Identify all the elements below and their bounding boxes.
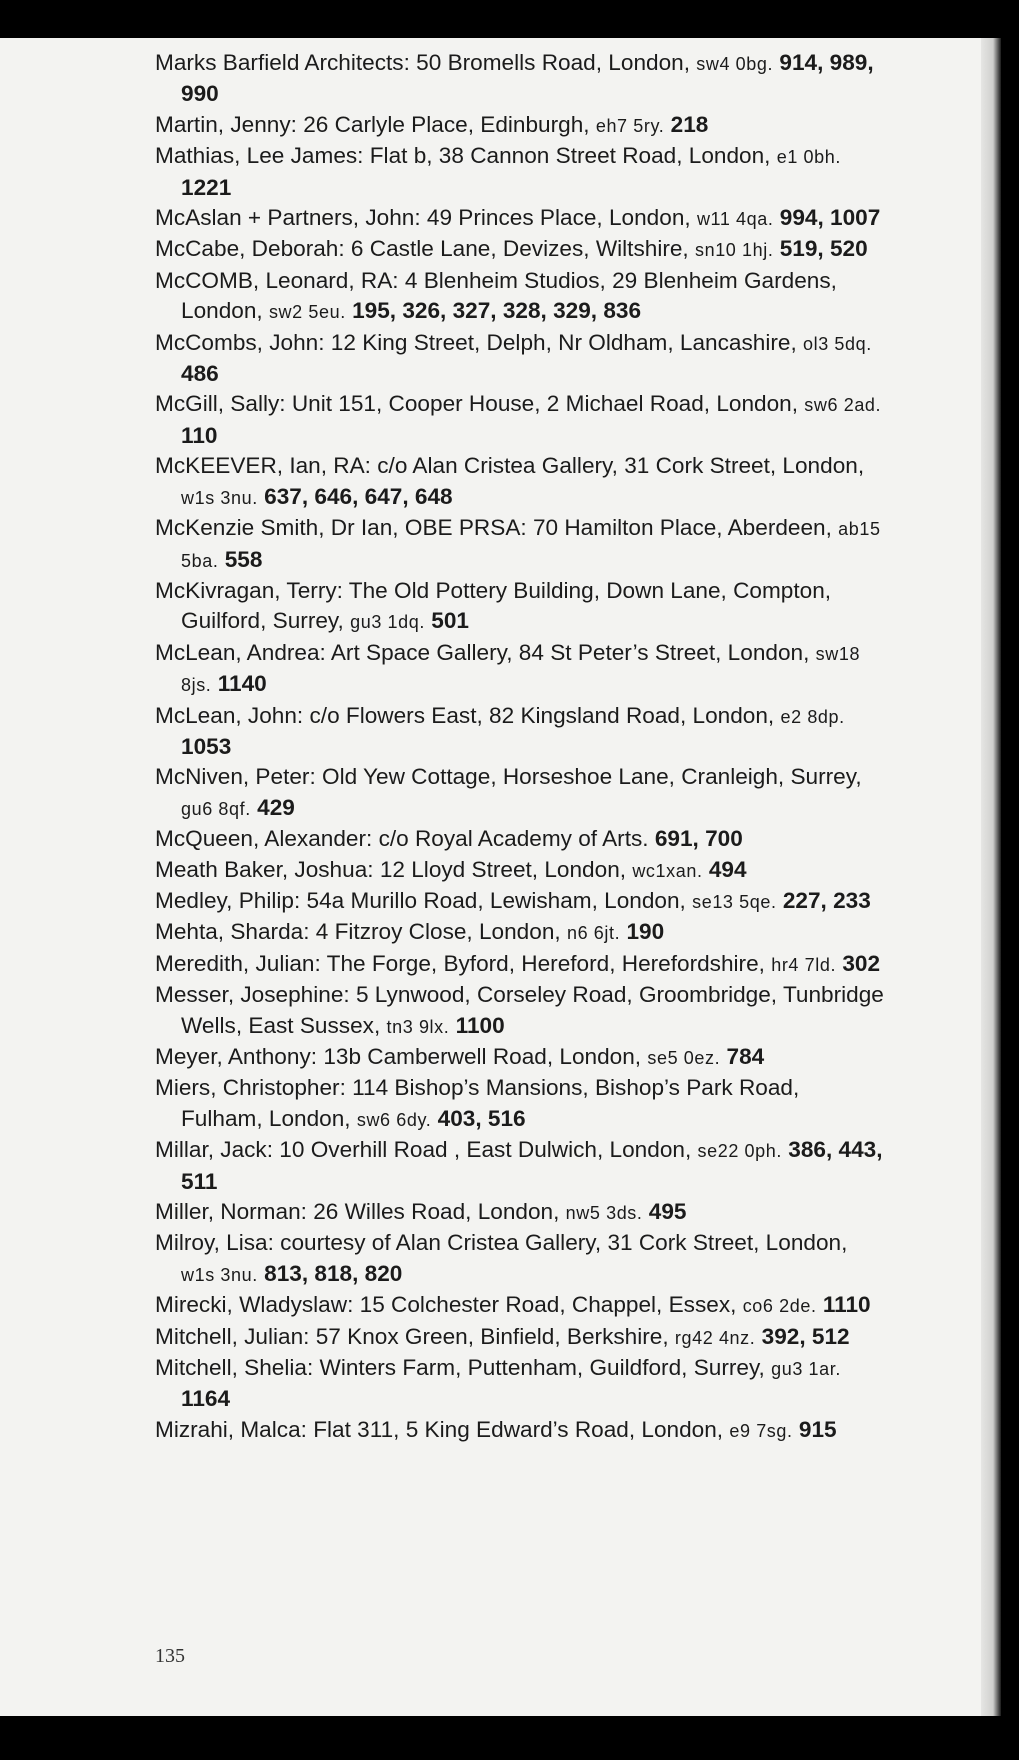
entry-postcode: se22 0ph. <box>697 1141 782 1162</box>
index-entry <box>155 1228 885 1290</box>
index-entry <box>155 141 885 203</box>
entry-name: Meyer, Anthony: <box>155 1044 318 1069</box>
entry-postcode: ol3 5dq. <box>803 333 872 354</box>
entry-postcode: sw4 0bg. <box>696 54 774 74</box>
entry-name: Mitchell, Shelia: <box>155 1355 314 1381</box>
entry-pages: 110 <box>181 422 218 448</box>
entry-pages: 691, 700 <box>654 826 743 852</box>
index-entry <box>155 234 885 265</box>
entry-name: Milroy, Lisa: <box>155 1230 274 1256</box>
index-entry <box>155 110 885 141</box>
entry-name: Mehta, Sharda: <box>155 919 310 945</box>
index-entry <box>155 886 885 917</box>
entry-name: Marks Barfield Architects: <box>155 50 410 75</box>
entry-name: McGill, Sally: <box>155 391 286 417</box>
entry-address: 12 Lloyd Street, London, <box>379 856 627 882</box>
entry-pages: 495 <box>648 1199 687 1225</box>
index-entry <box>155 1073 885 1135</box>
index-entry <box>155 1042 885 1073</box>
entry-address: 12 King Street, Delph, Nr Oldham, Lancashire, <box>330 329 797 355</box>
entry-name: Mitchell, Julian: <box>155 1323 310 1349</box>
entry-name: Miller, Norman: <box>155 1199 307 1225</box>
entry-postcode: hr4 7ld. <box>771 954 837 975</box>
entry-address: 4 Blenheim Studios, 29 Blenheim Gardens, London, <box>181 267 837 324</box>
entry-name: McLean, John: <box>155 702 304 728</box>
entry-name: McLean, Andrea: <box>155 639 326 665</box>
entry-pages: 914, 989, 990 <box>181 50 874 107</box>
entry-pages: 227, 233 <box>782 887 871 913</box>
entry-address: 26 Carlyle Place, Edinburgh, <box>303 111 590 137</box>
entry-pages: 813, 818, 820 <box>264 1260 403 1286</box>
entry-postcode: sw6 2ad. <box>804 395 882 416</box>
entry-address: 6 Castle Lane, Devizes, Wiltshire, <box>350 236 689 262</box>
entry-pages: 494 <box>708 856 747 882</box>
entry-name: McKenzie Smith, Dr Ian, OBE PRSA: <box>155 515 527 541</box>
index-entry <box>155 48 885 110</box>
entry-pages: 386, 443, 511 <box>181 1137 883 1194</box>
entry-pages: 1100 <box>455 1012 505 1038</box>
entry-address: 15 Colchester Road, Chappel, Essex, <box>359 1292 737 1318</box>
entry-postcode: se13 5qe. <box>692 891 777 912</box>
index-entry <box>155 576 885 638</box>
entry-name: McQueen, Alexander: <box>155 826 373 852</box>
entry-pages: 1053 <box>181 733 232 759</box>
index-entry <box>155 638 885 701</box>
index-entry <box>155 266 885 328</box>
entry-postcode: e9 7sg. <box>729 1420 793 1441</box>
entry-postcode: gu6 8qf. <box>181 798 251 819</box>
entry-address: courtesy of Alan Cristea Gallery, 31 Cork Street, London, <box>280 1230 848 1256</box>
index-entry <box>155 389 885 451</box>
entry-postcode: e2 8dp. <box>780 706 845 727</box>
entry-postcode: sn10 1hj. <box>694 240 774 261</box>
entry-postcode: eh7 5ry. <box>595 115 665 136</box>
page-number: 135 <box>155 1645 185 1667</box>
entry-postcode: tn3 9lx. <box>386 1016 450 1037</box>
index-entry <box>155 980 885 1042</box>
entry-postcode: co6 2de. <box>742 1296 817 1317</box>
entry-pages: 994, 1007 <box>779 205 881 231</box>
entry-pages: 501 <box>431 608 469 634</box>
index-entry-list <box>155 48 885 1446</box>
entry-name: Mathias, Lee James: <box>155 143 364 169</box>
entry-pages: 403, 516 <box>437 1105 526 1131</box>
index-entry <box>155 1290 885 1321</box>
entry-pages: 1164 <box>181 1386 231 1412</box>
entry-address: c/o Alan Cristea Gallery, 31 Cork Street, London, <box>377 453 865 479</box>
entry-address: Old Yew Cottage, Horseshoe Lane, Cranleigh, Surrey, <box>322 764 862 790</box>
entry-name: Millar, Jack: <box>155 1137 274 1163</box>
entry-pages: 218 <box>670 111 709 137</box>
entry-name: Messer, Josephine: <box>155 982 350 1008</box>
entry-address: The Old Pottery Building, Down Lane, Compton, Guilford, Surrey, <box>181 577 832 634</box>
entry-pages: 1110 <box>822 1292 871 1318</box>
index-entry <box>155 824 885 854</box>
entry-address: Flat 311, 5 King Edward’s Road, London, <box>313 1416 724 1442</box>
entry-pages: 302 <box>842 950 881 976</box>
entry-postcode: sw18 8js. <box>181 643 861 696</box>
entry-name: Martin, Jenny: <box>155 111 297 137</box>
entry-postcode: sw2 5eu. <box>268 302 346 323</box>
entry-postcode: se5 0ez. <box>647 1048 721 1068</box>
page-edge <box>981 38 1001 1716</box>
entry-name: McNiven, Peter: <box>155 764 316 790</box>
entry-postcode: w1s 3nu. <box>181 1264 258 1285</box>
entry-name: McAslan + Partners, John: <box>155 205 421 231</box>
entry-pages: 392, 512 <box>761 1323 850 1349</box>
index-entry <box>155 328 885 390</box>
index-entry <box>155 203 885 234</box>
entry-postcode: w1s 3nu. <box>181 487 258 508</box>
entry-address: 5 Lynwood, Corseley Road, Groombridge, Tunbridge Wells, East Sussex, <box>181 982 884 1038</box>
entry-pages: 486 <box>181 361 219 387</box>
entry-pages: 429 <box>257 794 295 820</box>
index-entry <box>155 701 885 763</box>
entry-pages: 637, 646, 647, 648 <box>264 483 453 509</box>
entry-address: 50 Bromells Road, London, <box>416 50 690 75</box>
index-entry <box>155 1353 885 1415</box>
entry-address: 10 Overhill Road , East Dulwich, London, <box>279 1137 692 1163</box>
entry-name: Mizrahi, Malca: <box>155 1416 307 1442</box>
entry-address: 49 Princes Place, London, <box>426 205 691 231</box>
index-entry <box>155 1415 885 1446</box>
entry-address: Winters Farm, Puttenham, Guildford, Surrey, <box>319 1355 765 1381</box>
entry-pages: 1140 <box>217 671 267 697</box>
index-entry <box>155 513 885 576</box>
index-entry <box>155 762 885 824</box>
entry-pages: 190 <box>626 919 665 945</box>
entry-postcode: gu3 1dq. <box>350 612 425 633</box>
entry-name: McKEEVER, Ian, RA: <box>155 453 371 479</box>
entry-postcode: gu3 1ar. <box>771 1359 841 1380</box>
entry-address: The Forge, Byford, Hereford, Herefordshire, <box>326 950 765 976</box>
entry-address: 4 Fitzroy Close, London, <box>315 919 561 945</box>
index-entry <box>155 1322 885 1353</box>
entry-pages: 915 <box>798 1416 837 1442</box>
entry-name: McCOMB, Leonard, RA: <box>155 267 399 293</box>
entry-postcode: w11 4qa. <box>696 209 774 230</box>
entry-postcode: sw6 6dy. <box>356 1109 432 1130</box>
entry-name: Medley, Philip: <box>155 887 301 913</box>
entry-address: 70 Hamilton Place, Aberdeen, <box>532 515 832 541</box>
entry-pages: 558 <box>224 546 263 572</box>
entry-pages: 1221 <box>181 174 232 200</box>
entry-pages: 195, 326, 327, 328, 329, 836 <box>352 298 642 324</box>
entry-name: McKivragan, Terry: <box>155 577 343 603</box>
entry-postcode: wc1xan. <box>632 860 703 881</box>
entry-address: 57 Knox Green, Binfield, Berkshire, <box>315 1323 669 1349</box>
entry-pages: 519, 520 <box>779 236 868 262</box>
entry-postcode: ab15 5ba. <box>181 519 881 571</box>
entry-pages: 784 <box>726 1044 765 1069</box>
entry-address: 54a Murillo Road, Lewisham, London, <box>306 887 686 913</box>
entry-postcode: nw5 3ds. <box>565 1203 643 1224</box>
index-entry <box>155 451 885 513</box>
entry-name: Miers, Christopher: <box>155 1075 346 1101</box>
entry-postcode: rg42 4nz. <box>674 1327 756 1348</box>
index-entry <box>155 1197 885 1228</box>
entry-name: McCabe, Deborah: <box>155 236 345 262</box>
entry-postcode: e1 0bh. <box>776 147 841 168</box>
index-entry <box>155 855 885 886</box>
entry-address: c/o Royal Academy of Arts. <box>378 826 649 852</box>
entry-address: Art Space Gallery, 84 St Peter’s Street, London, <box>330 639 810 665</box>
entry-address: Flat b, 38 Cannon Street Road, London, <box>369 143 771 169</box>
entry-address: Unit 151, Cooper House, 2 Michael Road, London, <box>291 391 799 417</box>
index-entry <box>155 917 885 948</box>
entry-address: c/o Flowers East, 82 Kingsland Road, London, <box>309 702 775 728</box>
entry-address: 114 Bishop’s Mansions, Bishop’s Park Road, Fulham, London, <box>181 1075 800 1131</box>
entry-postcode: n6 6jt. <box>566 923 621 944</box>
index-entry <box>155 949 885 980</box>
entry-address: 13b Camberwell Road, London, <box>323 1044 642 1069</box>
entry-address: 26 Willes Road, London, <box>313 1199 560 1225</box>
entry-name: Mirecki, Wladyslaw: <box>155 1292 354 1318</box>
index-entry <box>155 1135 885 1197</box>
entry-name: Meredith, Julian: <box>155 950 321 976</box>
entry-name: Meath Baker, Joshua: <box>155 856 374 882</box>
entry-name: McCombs, John: <box>155 329 325 355</box>
